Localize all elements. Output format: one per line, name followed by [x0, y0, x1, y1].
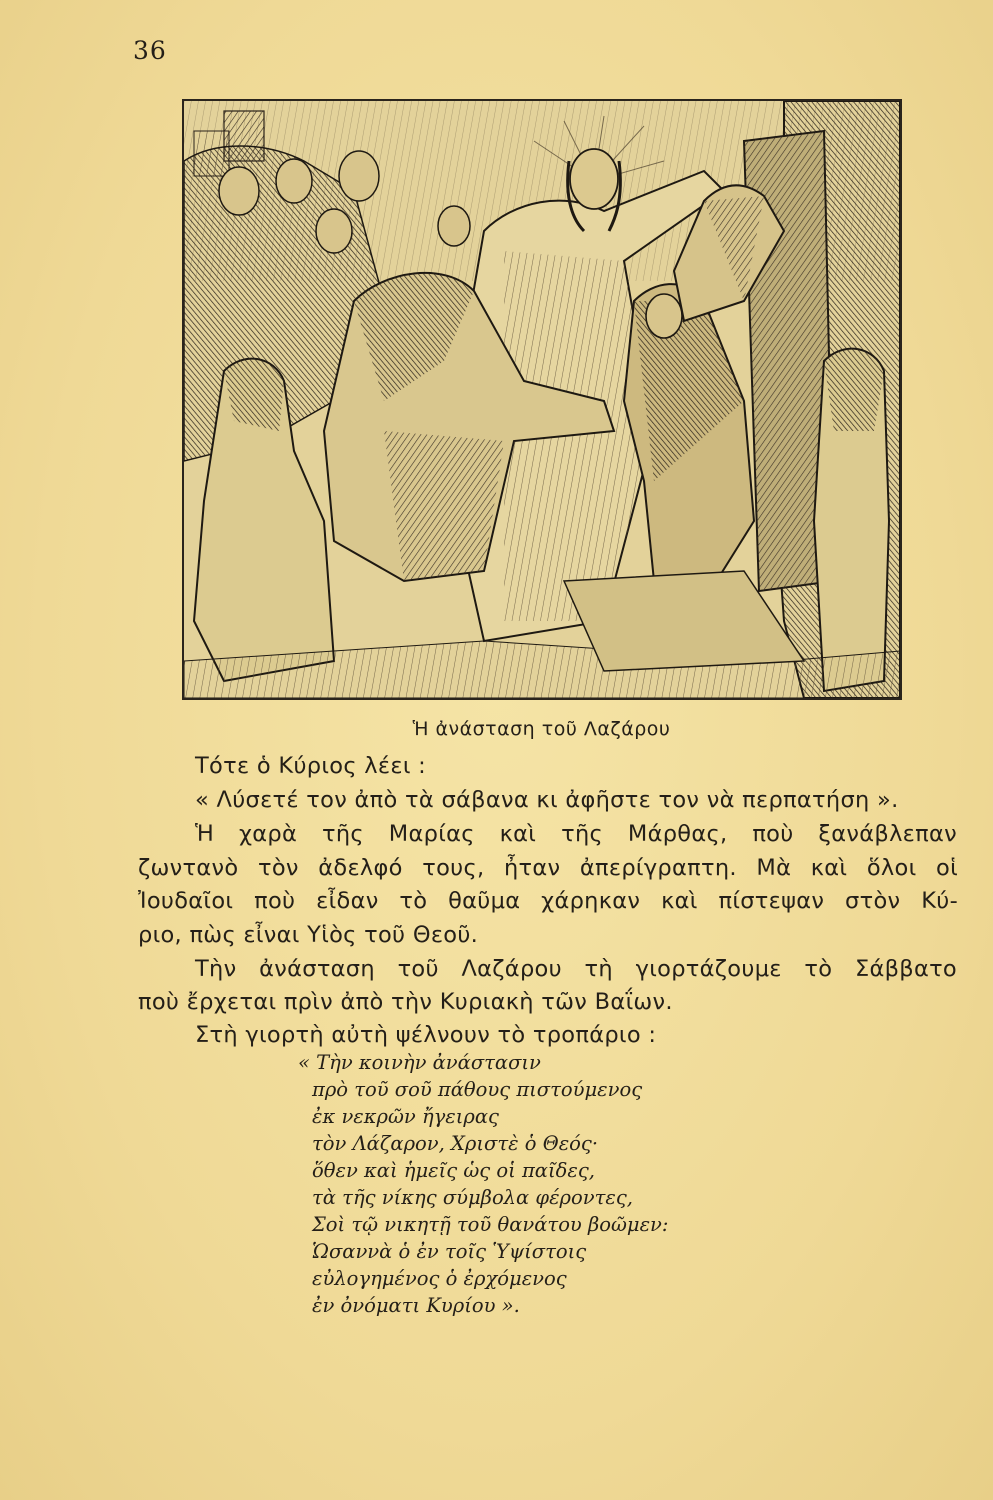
hymn-line: Ὡσαννὰ ὁ ἐν τοῖς Ὑψίστοις	[312, 1240, 587, 1263]
paragraph-line: Τὴν ἀνάσταση τοῦ Λαζάρου τὴ γιορτάζουμε τὸ Σάββατο	[195, 956, 957, 982]
hymn-line: τὸν Λάζαρον, Χριστὲ ὁ Θεός·	[312, 1132, 599, 1155]
hymn-line: τὰ τῆς νίκης σύμβολα φέροντες,	[312, 1186, 633, 1209]
troparion-hymn	[298, 1049, 668, 1319]
paragraph-line: Ἰουδαῖοι ποὺ εἶδαν τὸ θαῦμα χάρηκαν καὶ πίστεψαν στὸν Κύ-	[138, 888, 958, 914]
hymn-line: εὐλογημένος ὁ ἐρχόμενος	[312, 1267, 567, 1290]
paragraph-line: « Λύσετέ τον ἀπὸ τὰ σάβανα κι ἀφῆστε τον νὰ περπατήση ».	[195, 787, 899, 813]
paragraph-line: Ἡ χαρὰ τῆς Μαρίας καὶ τῆς Μάρθας, ποὺ ξανάβλεπαν	[195, 821, 957, 847]
illustration-caption: Ἡ ἀνάσταση τοῦ Λαζάρου	[412, 718, 671, 740]
raising-of-lazarus-illustration	[182, 99, 902, 700]
hymn-line: ἐν ὀνόματι Κυρίου ».	[312, 1294, 520, 1317]
paragraph-line: ριο, πὼς εἶναι Υἱὸς τοῦ Θεοῦ.	[138, 922, 479, 948]
hymn-line: Σοὶ τῷ νικητῇ τοῦ θανάτου βοῶμεν:	[312, 1213, 669, 1236]
hymn-line: « Τὴν κοινὴν ἀνάστασιν	[298, 1051, 541, 1074]
paragraph-line: ζωντανὸ τὸν ἀδελφό τους, ἦταν ἀπερίγραπτη. Μὰ καὶ ὅλοι οἱ	[138, 855, 958, 881]
hymn-line: πρὸ τοῦ σοῦ πάθους πιστούμενος	[312, 1078, 643, 1101]
hymn-line: ἐκ νεκρῶν ἤγειρας	[312, 1105, 499, 1128]
hymn-line: ὅθεν καὶ ἡμεῖς ὡς οἱ παῖδες,	[312, 1159, 595, 1182]
paragraph-line: Στὴ γιορτὴ αὐτὴ ψέλνουν τὸ τροπάριο :	[195, 1022, 657, 1048]
paragraph-line: Τότε ὁ Κύριος λέει :	[195, 753, 427, 779]
page-number: 36	[133, 36, 167, 65]
paragraph-line: ποὺ ἔρχεται πρὶν ἀπὸ τὴν Κυριακὴ τῶν Βαΐων.	[138, 989, 673, 1015]
